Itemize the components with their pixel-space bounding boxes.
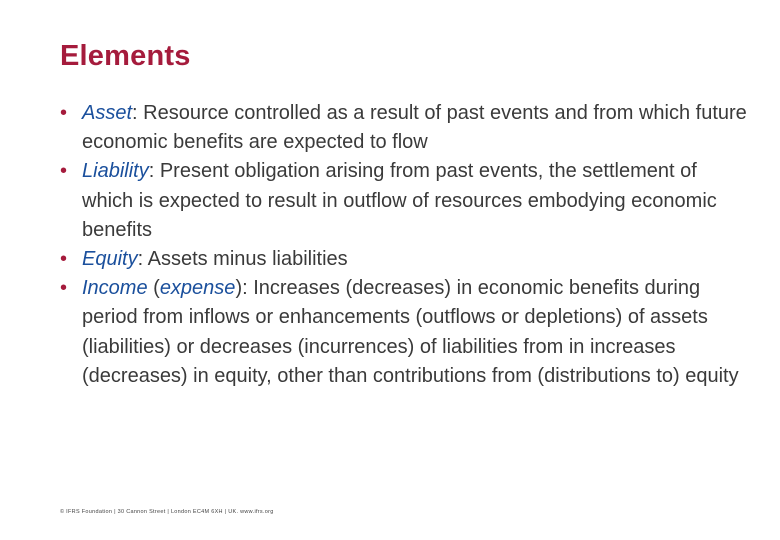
- term-colon: :: [148, 160, 155, 183]
- bullet-item-asset: [60, 99, 750, 157]
- term-colon: :: [137, 248, 144, 271]
- term-income: Income: [82, 277, 148, 300]
- bullet-item-equity: [60, 245, 750, 274]
- term-asset: Asset: [82, 102, 133, 124]
- term-equity: Equity: [82, 248, 138, 271]
- bullet-item-liability: [60, 157, 750, 245]
- bullet-marker: •: [60, 160, 68, 183]
- term-colon: :: [132, 102, 138, 124]
- term-expense: expense: [159, 277, 236, 300]
- bullet-marker: •: [60, 277, 68, 300]
- bullet-marker: •: [60, 102, 68, 124]
- definition-liability: Present obligation arising from past events, the settlement of which is expected to result in outflow of resources embodying economic benefits: [82, 160, 717, 241]
- definition-equity: Assets minus liabilities: [143, 248, 348, 271]
- bullet-item-income: [60, 274, 750, 391]
- slide-title: Elements: [60, 40, 191, 72]
- term-paren-open: (: [147, 277, 160, 300]
- term-paren-close: ):: [235, 277, 248, 300]
- definition-asset: Resource controlled as a result of past events and from which future economic benefits are expected to flow: [82, 102, 747, 154]
- bullet-marker: •: [60, 248, 68, 271]
- bullet-list: [60, 99, 750, 391]
- definition-income: Increases (decreases) in economic benefits during period from inflows or enhancements (outflows or depletions) of assets (liabilities) or decreases (incurrences) of liabilities from in increases (decreases) in equity, other than contributions from (distributions to) equity: [82, 277, 739, 387]
- term-liability: Liability: [82, 160, 149, 183]
- footer: © IFRS Foundation | 30 Cannon Street | London EC4M 6XH | UK. www.ifrs.org: [60, 509, 274, 515]
